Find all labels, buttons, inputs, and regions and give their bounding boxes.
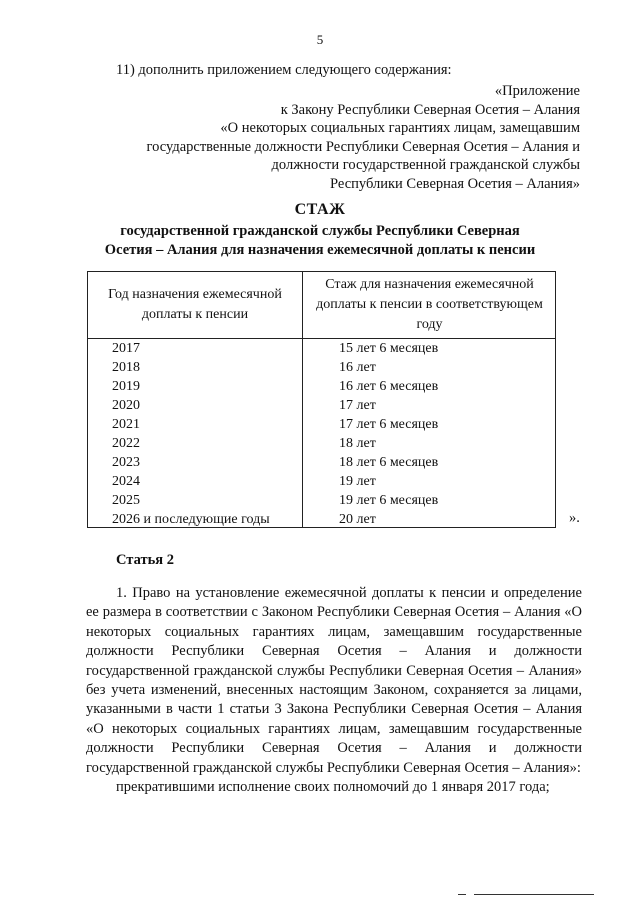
- appendix-header-line: к Закону Республики Северная Осетия – Алания: [280, 101, 580, 118]
- footer-rule: [474, 894, 594, 895]
- cell-tenure: 19 лет 6 месяцев: [339, 493, 439, 508]
- appendix-header: [147, 82, 580, 194]
- cell-tenure: 16 лет 6 месяцев: [339, 379, 439, 394]
- table-row: [88, 377, 555, 396]
- amendment-intro: 11) дополнить приложением следующего содержания:: [116, 62, 452, 78]
- cell-year: 2026 и последующие годы: [112, 512, 270, 527]
- table-row: [88, 510, 555, 529]
- cell-tenure: 17 лет 6 месяцев: [339, 417, 439, 432]
- table-row: [88, 472, 555, 491]
- table-body: [88, 339, 555, 529]
- closing-quote: ».: [569, 510, 580, 526]
- cell-year: 2024: [112, 474, 140, 489]
- page-number: 5: [316, 32, 324, 47]
- cell-year: 2023: [112, 455, 140, 470]
- table-row: [88, 339, 555, 358]
- article-heading: Статья 2: [116, 552, 174, 568]
- appendix-header-line: Республики Северная Осетия – Алания»: [330, 175, 580, 192]
- article-body: [86, 584, 582, 797]
- cell-tenure: 19 лет: [339, 474, 376, 489]
- article-paragraph: прекратившими исполнение своих полномочий до 1 января 2017 года;: [116, 779, 550, 796]
- subtitle-line: Осетия – Алания для назначения ежемесячной доплаты к пенсии: [104, 242, 536, 258]
- appendix-header-line: должности государственной гражданской службы: [271, 157, 580, 174]
- document-title: СТАЖ: [294, 201, 346, 218]
- table-header-tenure: Стаж для назначения ежемесячной доплаты к пенсии в соответствующем году: [316, 277, 543, 332]
- footer-rule-short: [458, 894, 466, 895]
- table-row: [88, 358, 555, 377]
- appendix-header-line: «О некоторых социальных гарантиях лицам, замещавшим: [220, 120, 580, 137]
- table-row: [88, 396, 555, 415]
- cell-tenure: 16 лет: [339, 360, 376, 375]
- cell-year: 2017: [112, 341, 140, 356]
- tenure-table: [87, 271, 556, 528]
- cell-tenure: 20 лет: [339, 512, 376, 527]
- cell-tenure: 18 лет 6 месяцев: [339, 455, 439, 470]
- subtitle-line: государственной гражданской службы Республики Северная: [120, 223, 520, 239]
- cell-tenure: 18 лет: [339, 436, 376, 451]
- cell-year: 2025: [112, 493, 140, 508]
- document-subtitle: [0, 222, 640, 260]
- table-row: [88, 415, 555, 434]
- cell-tenure: 17 лет: [339, 398, 376, 413]
- appendix-header-line: «Приложение: [494, 83, 580, 99]
- table-row: [88, 491, 555, 510]
- cell-year: 2021: [112, 417, 140, 432]
- cell-year: 2018: [112, 360, 140, 375]
- table-row: [88, 434, 555, 453]
- article-paragraph: 1. Право на установление ежемесячной доплаты к пенсии и определение ее размера в соответствии с Законом Республики Северная Осетия – Алания «О некоторых социальных гарантиях лицам, замещавшим государственные должности Республики Северная Осетия – Алания и должности государственной гражданской службы Республики Северная Осетия – Алания» без учета изменений, внесенных настоящим Законом, сохраняется за лицами, указанными в части 1 статьи 3 Закона Республики Северная Осетия – Алания «О некоторых социальных гарантиях лицам, замещавшим государственные должности Республики Северная Осетия – Алания и должности государственной гражданской службы Республики Северная Осетия – Алания»:: [86, 585, 582, 776]
- table-header-year: Год назначения ежемесячной доплаты к пенсии: [108, 287, 282, 322]
- cell-year: 2019: [112, 379, 140, 394]
- cell-year: 2020: [112, 398, 140, 413]
- appendix-header-line: государственные должности Республики Северная Осетия – Алания и: [146, 138, 580, 155]
- table-row: [88, 453, 555, 472]
- cell-year: 2022: [112, 436, 140, 451]
- cell-tenure: 15 лет 6 месяцев: [339, 341, 439, 356]
